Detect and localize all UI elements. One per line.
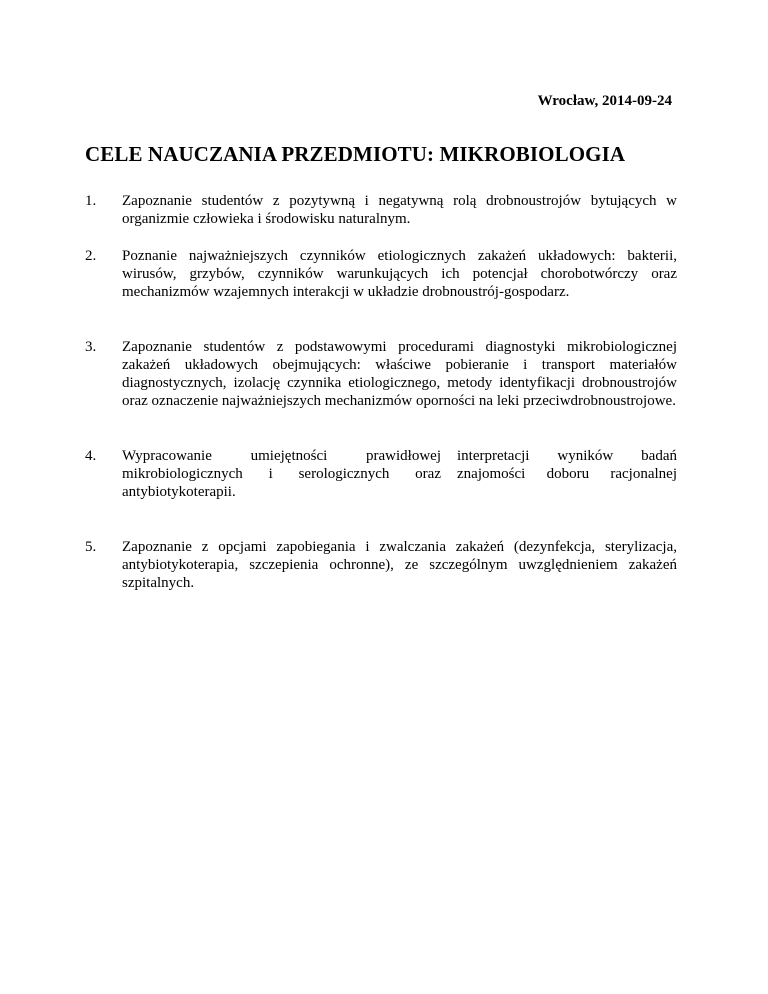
list-item-4 [85,447,677,501]
objectives-list [85,192,677,592]
list-item-number: 3. [85,339,97,355]
list-item-two-column-text [122,447,677,501]
list-item-text: Zapoznanie studentów z podstawowymi procedurami diagnostyki mikrobiologicznej zakażeń układowych obejmujących: właściwe pobieranie i transport materiałów diagnostycznych, izolację czynnika etiologicznego, metody identyfikacji drobnoustrojów oraz oznaczenie najważniejszych mechanizmów oporności na leki przeciwdrobnoustrojowe. [122,339,677,409]
list-item-text: Zapoznanie studentów z pozytywną i negatywną rolą drobnoustrojów bytujących w organizmie człowieka i środowisku naturalnym. [122,193,677,227]
list-item-text-right-column: interpretacji wyników badań znajomości doboru racjonalnej [457,448,677,482]
list-item-3 [85,338,677,410]
list-item-number: 2. [85,248,97,264]
list-item-number: 1. [85,193,97,209]
list-item-text: Zapoznanie z opcjami zapobiegania i zwalczania zakażeń (dezynfekcja, sterylizacja, antybiotykoterapia, szczepienia ochronne), ze szczególnym uwzględnieniem zakażeń szpitalnych. [122,539,677,591]
list-item-number: 4. [85,448,97,464]
list-item-5 [85,538,677,592]
list-item-number: 5. [85,539,97,555]
list-item-text-left-column: Wypracowanie umiejętności prawidłowej mikrobiologicznych i serologicznych oraz antybiotykoterapii. [122,448,441,500]
list-item-text: Poznanie najważniejszych czynników etiologicznych zakażeń układowych: bakterii, wirusów, grzybów, czynników warunkujących ich potencjał chorobotwórczy oraz mechanizmów wzajemnych interakcji w układzie drobnoustrój-gospodarz. [122,248,677,300]
page-title: CELE NAUCZANIA PRZEDMIOTU: MIKROBIOLOGIA [85,142,626,166]
document-date: Wrocław, 2014-09-24 [537,93,672,109]
list-item-2 [85,247,677,301]
list-item-1 [85,192,677,228]
